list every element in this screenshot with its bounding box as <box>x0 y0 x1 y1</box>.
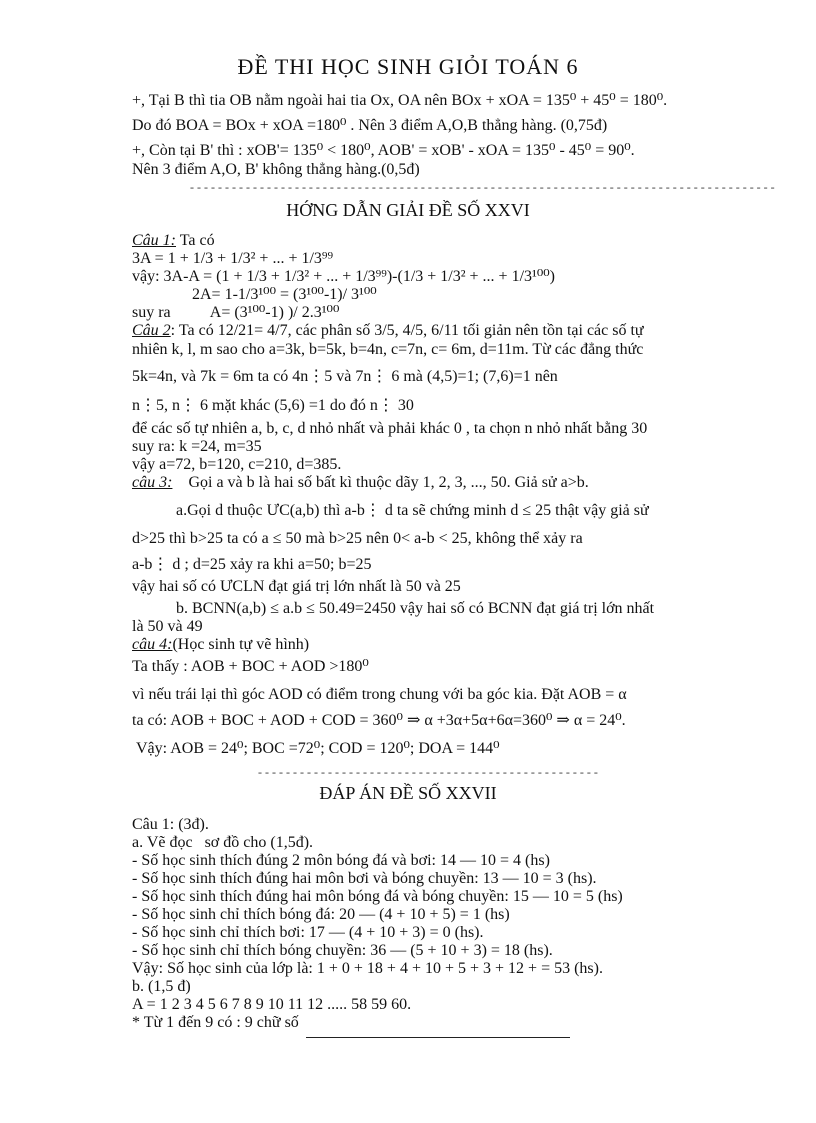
cau1-text-1: Ta có <box>179 232 215 249</box>
cau4-line-1 <box>132 636 309 654</box>
cau1-line-2: 3A = 1 + 1/3 + 1/3² + ... + 1/3⁹⁹ <box>132 250 334 267</box>
section-title-xxvi: HỚNG DẪN GIẢI ĐỀ SỐ XXVI <box>286 200 530 220</box>
cau3-line-7: là 50 và 49 <box>132 618 203 635</box>
cau3-line-5: vậy hai số có ƯCLN đạt giá trị lớn nhất là 50 và 25 <box>132 578 461 595</box>
cau2-line-1 <box>132 322 644 340</box>
divider-2: - - - - - - - - - - - - - - - - - - - - - - - - - - - - - - - - - - - - - - - - - - - - - - - - - <box>258 765 598 779</box>
s2-line-7: - Số học sinh chỉ thích bơi: 17 — (4 + 10 + 3) = 0 (hs). <box>132 924 484 941</box>
divider: - - - - - - - - - - - - - - - - - - - - - - - - - - - - - - - - - - - - - - - - - - - - - - - - - - - - - - - - - - - - - - - - - - - - - - - - - - - - - - - - - - - - <box>190 180 775 194</box>
cau4-line-2: Ta thấy : AOB + BOC + AOD >180⁰ <box>132 658 369 675</box>
s2-line-2: a. Vẽ đọc sơ đồ cho (1,5đ). <box>132 834 314 851</box>
cau1-line-5: suy ra A= (3¹⁰⁰-1) )/ 2.3¹⁰⁰ <box>132 304 340 321</box>
s2-line-8: - Số học sinh chỉ thích bóng chuyền: 36 — (5 + 10 + 3) = 18 (hs). <box>132 942 553 959</box>
cau4-line-5: Vậy: AOB = 24⁰; BOC =72⁰; COD = 120⁰; DOA = 144⁰ <box>136 740 500 757</box>
s2-line-6: - Số học sinh chỉ thích bóng đá: 20 — (4 + 10 + 5) = 1 (hs) <box>132 906 510 923</box>
cau2-line-7: vậy a=72, b=120, c=210, d=385. <box>132 456 342 473</box>
cau3-line-6: b. BCNN(a,b) ≤ a.b ≤ 50.49=2450 vậy hai số có BCNN đạt giá trị lớn nhất <box>176 600 655 617</box>
cau1-line <box>132 232 215 250</box>
s2-line-10: b. (1,5 đ) <box>132 978 191 995</box>
cau4-label: câu 4: <box>132 636 173 653</box>
bottom-rule <box>306 1037 570 1038</box>
cau1-line-4: 2A= 1-1/3¹⁰⁰ = (3¹⁰⁰-1)/ 3¹⁰⁰ <box>192 286 377 303</box>
intro-line-2: Do đó BOA = BOx + xOA =180⁰ . Nên 3 điểm A,O,B thẳng hàng. (0,75đ) <box>132 117 608 134</box>
document-title: ĐỀ THI HỌC SINH GIỎI TOÁN 6 <box>237 54 579 79</box>
s2-line-4: - Số học sinh thích đúng hai môn bơi và bóng chuyền: 13 — 10 = 3 (hs). <box>132 870 597 887</box>
cau3-line-3: d>25 thì b>25 ta có a ≤ 50 mà b>25 nên 0< a-b < 25, không thể xảy ra <box>132 530 583 547</box>
intro-line-3: +, Còn tại B' thì : xOB'= 135⁰ < 180⁰, AOB' = xOB' - xOA = 135⁰ - 45⁰ = 90⁰. <box>132 142 635 159</box>
cau4-text-1: (Học sinh tự vẽ hình) <box>172 636 310 653</box>
cau3-line-2: a.Gọi d thuộc ƯC(a,b) thì a-b⋮ d ta sẽ chứng minh d ≤ 25 thật vậy giả sử <box>176 502 649 519</box>
s2-line-11: A = 1 2 3 4 5 6 7 8 9 10 11 12 ..... 58 59 60. <box>132 996 412 1013</box>
cau2-text-1: : Ta có 12/21= 4/7, các phân số 3/5, 4/5, 6/11 tối giản nên tồn tại các số tự <box>170 322 644 339</box>
cau4-line-4: ta có: AOB + BOC + AOD + COD = 360⁰ ⇒ α +3α+5α+6α=360⁰ ⇒ α = 24⁰. <box>132 712 626 729</box>
cau2-line-2: nhiên k, l, m sao cho a=3k, b=5k, b=4n, c=7n, c= 6m, d=11m. Từ các đẳng thức <box>132 341 644 358</box>
cau3-line-1 <box>132 474 589 492</box>
s2-line-5: - Số học sinh thích đúng hai môn bóng đá và bóng chuyền: 15 — 10 = 5 (hs) <box>132 888 623 905</box>
cau2-line-4: n⋮5, n⋮ 6 mặt khác (5,6) =1 do đó n⋮ 30 <box>132 397 414 414</box>
cau2-line-6: suy ra: k =24, m=35 <box>132 438 262 455</box>
cau2-line-3: 5k=4n, và 7k = 6m ta có 4n⋮5 và 7n⋮ 6 mà (4,5)=1; (7,6)=1 nên <box>132 368 558 385</box>
cau2-line-5: để các số tự nhiên a, b, c, d nhỏ nhất và phải khác 0 , ta chọn n nhỏ nhất bằng 30 <box>132 420 648 437</box>
s2-line-9: Vậy: Số học sinh của lớp là: 1 + 0 + 18 + 4 + 10 + 5 + 3 + 12 + = 53 (hs). <box>132 960 603 977</box>
section-title-xxvii: ĐÁP ÁN ĐỀ SỐ XXVII <box>319 783 497 803</box>
s2-line-3: - Số học sinh thích đúng 2 môn bóng đá và bơi: 14 — 10 = 4 (hs) <box>132 852 550 869</box>
intro-line-1: +, Tại B thì tia OB nằm ngoài hai tia Ox, OA nên BOx + xOA = 135⁰ + 45⁰ = 180⁰. <box>132 92 668 109</box>
cau1-label: Câu 1: <box>132 232 176 249</box>
cau3-line-4: a-b⋮ d ; d=25 xảy ra khi a=50; b=25 <box>132 556 372 573</box>
cau3-text-1: Gọi a và b là hai số bất kì thuộc dãy 1, 2, 3, ..., 50. Giả sử a>b. <box>188 474 589 491</box>
cau3-label: câu 3: <box>132 474 173 491</box>
s2-line-1: Câu 1: (3đ). <box>132 816 209 833</box>
cau4-line-3: vì nếu trái lại thì góc AOD có điểm trong chung với ba góc kia. Đặt AOB = α <box>132 686 627 703</box>
s2-line-12: * Từ 1 đến 9 có : 9 chữ số <box>132 1014 299 1031</box>
intro-line-4: Nên 3 điểm A,O, B' không thẳng hàng.(0,5đ) <box>132 161 420 178</box>
cau1-line-3: vậy: 3A-A = (1 + 1/3 + 1/3² + ... + 1/3⁹⁹)-(1/3 + 1/3² + ... + 1/3¹⁰⁰) <box>132 268 555 285</box>
cau2-label: Câu 2 <box>132 322 171 339</box>
